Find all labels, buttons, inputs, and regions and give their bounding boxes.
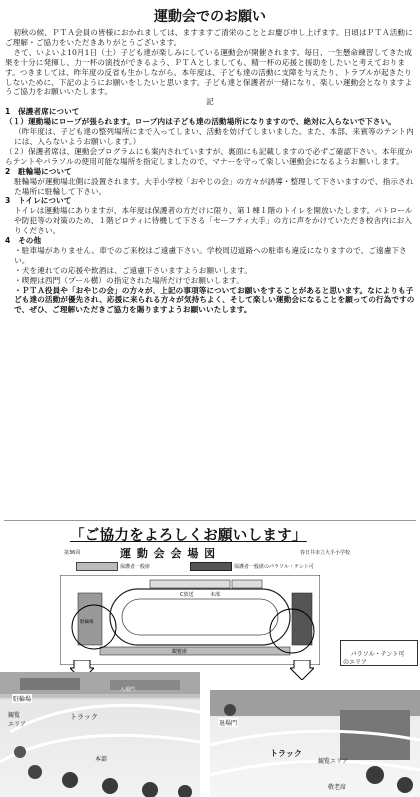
photo-right-label-track: トラック xyxy=(270,749,302,758)
photo-left-label-churinjo: 駐輪場 xyxy=(13,696,32,703)
section-1-item-1-note: （昨年度は、子ども達の整列場所にまで入ってしまい、活動を妨げてしまいました。また、本部、来賓等のテント内には、入らないようお願いします。） xyxy=(14,127,414,146)
photo-right-label-taijomon: 退場門 xyxy=(219,720,238,727)
photo-right-label-keirouseki: 敬老席 xyxy=(328,784,347,791)
kiki-label: 記 xyxy=(206,97,214,107)
legend-label-b: 保護者一般席のパラソル・テント可 xyxy=(234,564,314,570)
section-2-heading: 2 駐輪場について xyxy=(5,166,72,176)
intro-paragraph-1: 初秋の候、ＰＴＡ会員の皆様におかれましては、ますますご清栄のこととお慶び申し上げます。日頃はＰＴＡ活動にご理解・ご協力をいただきありがとうございます。 xyxy=(5,28,413,47)
photo-left-label-honbu: 本部 xyxy=(95,756,108,763)
divider xyxy=(4,520,416,521)
photo-left-label-kanran: 観覧 エリア xyxy=(8,712,27,728)
letter-body xyxy=(5,28,415,315)
photo-left-label-nyujomon: 入場門 xyxy=(120,687,136,693)
photo-right-label-kanran: 観覧エリア xyxy=(318,758,349,765)
legend-label-a: 保護者一般席 xyxy=(120,564,151,570)
photo-left xyxy=(0,672,200,797)
field-map xyxy=(60,575,320,665)
map-label-honbu: 本部 xyxy=(210,592,221,598)
figure-headline-text: 「ご協力をよろしくお願いします」 xyxy=(70,528,307,544)
map-label-kanranseki: 観覧席 xyxy=(172,649,188,655)
legend-swatch-b xyxy=(190,562,232,571)
callout-text: パラソル・テント可 のエリア xyxy=(343,651,405,666)
section-3-heading: 3 トイレについて xyxy=(5,196,72,206)
map-prefix: 第36回 xyxy=(64,550,81,556)
map-label-hoso: C放送 xyxy=(180,592,194,598)
section-1-item-1: （１）運動場にロープが張られます。ロープ内は子ども達の活動場所になりますので、絶対に入らないで下さい。 xyxy=(5,117,396,127)
section-4-item-4: ・ＰＴＡ役員や「おやじの会」の方々が、上記の事項等についてお願いをすることがあると思います。なによりも子ども達の活動が優先され、応援に来られる方々が気持ちよく、そして楽しい運動会になることを願っての行為ですので、ぜひ、ご理解いただきご協力を賜りますようお願いいたします。 xyxy=(14,285,415,315)
arrow-right xyxy=(290,660,314,680)
figure-headline xyxy=(70,524,307,545)
section-4-heading: 4 その他 xyxy=(5,236,42,246)
school-name: 春日井市立大手小学校 xyxy=(300,550,351,556)
map-title: 運 動 会 会 場 図 xyxy=(120,547,217,560)
intro-paragraph-2: さて、いよいよ10月1日（土）子ども達が楽しみにしている運動会が開催されます。毎日、一生懸命練習してきた成果を十分に発揮し、力一杯の演技ができるよう、ＰＴＡとしましても、精一杯の応援と援助をしたいと考えております。つきましては、昨年度の反省も生かしながら、本年度は、子ども達の活動に支障を与えたり、トラブルが起きたりしないために、下記のようにお願いをしたいと思います。子ども達と保護者が一緒になり、楽しい運動会となりますようご協力をお願いいたします。 xyxy=(5,47,413,97)
section-4-item-3: ・喫煙は西門（プール横）の指定された場所だけでお願いします。 xyxy=(14,275,244,285)
photo-right xyxy=(210,690,420,797)
section-4-item-2: ・犬を連れての応援や飲酒は、ご遠慮下さいますようお願いします。 xyxy=(14,265,253,275)
photo-left-label-track: トラック xyxy=(70,713,98,721)
doc-title: 運動会でのお願い xyxy=(154,9,266,25)
map-label-churinjo: 駐輪場 xyxy=(80,620,94,625)
section-1-heading: 1 保護者席について xyxy=(5,107,80,117)
section-1-item-2: （２）保護者席は、運動会プログラムにも案内されていますが、裏面にも記載しますので必ずご確認下さい。本年度からテントやパラソルの使用可能な場所を指定しましたので、マナーを守って楽しい運動会になるようお願いします。 xyxy=(5,146,413,166)
section-3-text: トイレは運動場にありますが、本年度は保護者の方だけに限り、第１棟１階のトイレを開放いたします。パトロールや防犯等の対策のため、１階ピロティに待機して下さる「セーフティ大手」の方に声をかけていただき校舎内にお入りください。 xyxy=(14,206,413,236)
section-4-item-1: ・駐車場がありません。車でのご来校はご遠慮下さい。学校周辺道路への駐車も違反になりますので、ご遠慮下さい。 xyxy=(14,245,407,265)
legend-swatch-a xyxy=(76,562,118,571)
section-2-text: 駐輪場が運動場北側に設置されます。大手小学校「おやじの会」の方々が誘導・整理して下さいますので、指示された場所に駐輪して下さい。 xyxy=(14,176,414,196)
callout-box xyxy=(340,640,418,666)
